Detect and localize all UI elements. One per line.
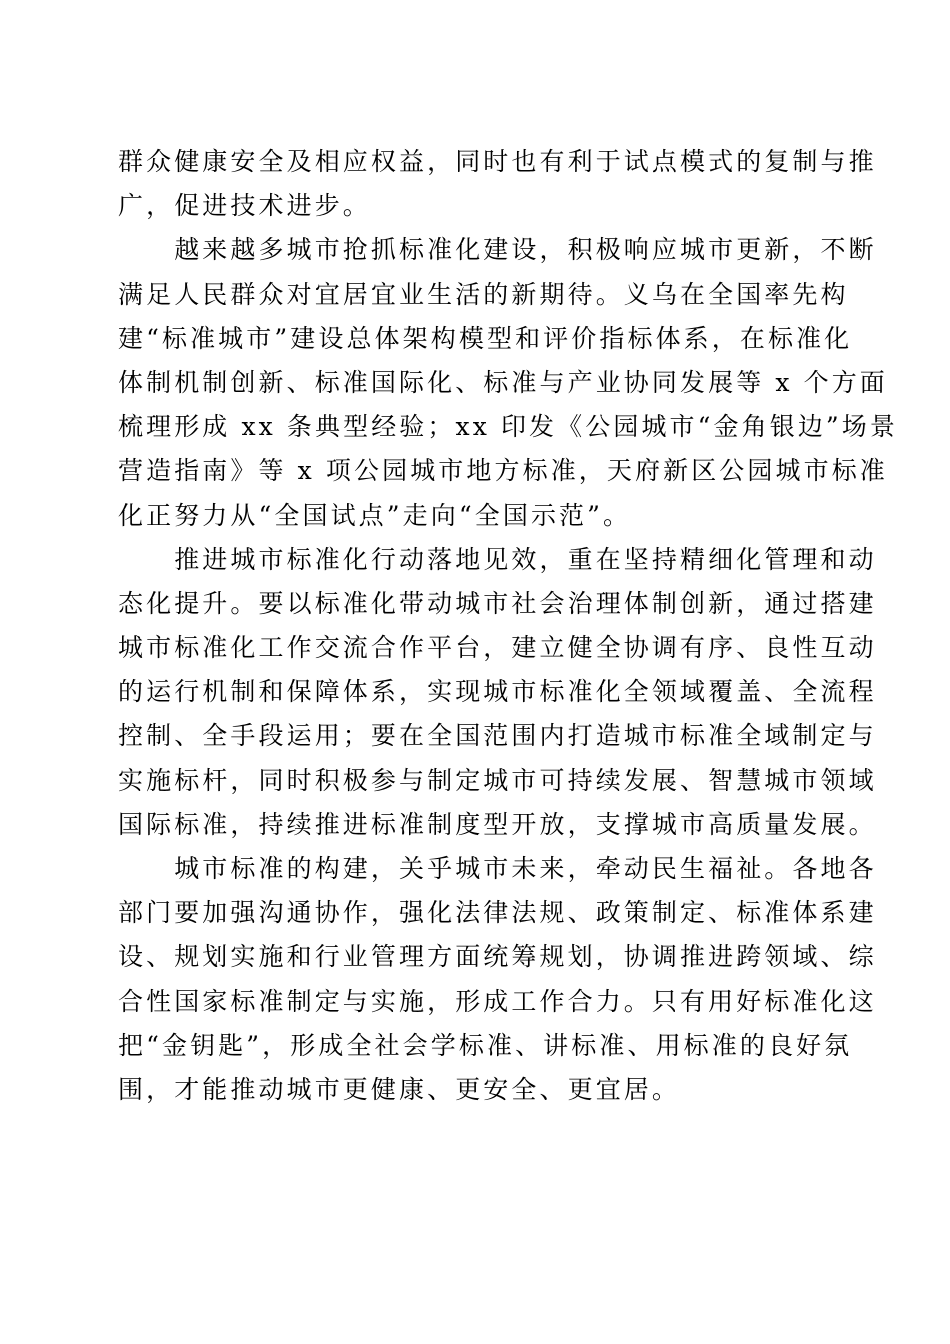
text-line: 态化提升。要以标准化带动城市社会治理体制创新，通过搭建 [118,588,877,618]
text-line: 推进城市标准化行动落地见效，重在坚持精细化管理和动 [118,544,877,574]
text-line: 合性国家标准制定与实施，形成工作合力。只有用好标准化这 [118,986,877,1016]
text-line: 城市标准化工作交流合作平台，建立健全协调有序、良性互动 [118,633,877,663]
text-line: 把“金钥匙”，形成全社会学标准、讲标准、用标准的良好氛 [118,1030,853,1060]
text-line: 群众健康安全及相应权益，同时也有利于试点模式的复制与推 [118,147,877,176]
text-line: 建“标准城市”建设总体架构模型和评价指标体系，在标准化 [118,323,853,353]
text-line: 城市标准的构建，关乎城市未来，牵动民生福祉。各地各 [118,854,877,883]
document-page [118,140,899,1112]
paragraph-1 [118,140,877,228]
text-line: 广，促进技术进步。 [118,191,371,221]
text-line: 的运行机制和保障体系，实现城市标准化全领域覆盖、全流程 [118,677,877,707]
text-line: 部门要加强沟通协作，强化法律法规、政策制定、标准体系建 [118,898,877,928]
text-line: 化正努力从“全国试点”走向“全国示范”。 [118,500,632,530]
text-line: 体制机制创新、标准国际化、标准与产业协同发展等 x 个方面 [118,367,888,397]
paragraph-3 [118,538,877,847]
text-line: 围，才能推动城市更健康、更安全、更宜居。 [118,1074,681,1104]
text-line: 梳理形成 xx 条典型经验；xx 印发《公园城市“金角银边”场景 [118,412,899,442]
text-line: 营造指南》等 x 项公园城市地方标准，天府新区公园城市标准 [118,456,888,486]
text-line: 国际标准，持续推进标准制度型开放，支撑城市高质量发展。 [118,809,877,839]
paragraph-2 [118,228,899,537]
text-line: 实施标杆，同时积极参与制定城市可持续发展、智慧城市领域 [118,765,877,795]
paragraph-4 [118,847,877,1112]
text-line: 越来越多城市抢抓标准化建设，积极响应城市更新，不断 [118,235,877,265]
text-line: 满足人民群众对宜居宜业生活的新期待。义乌在全国率先构 [118,279,849,309]
text-line: 控制、全手段运用；要在全国范围内打造城市标准全域制定与 [118,721,877,751]
text-line: 设、规划实施和行业管理方面统筹规划，协调推进跨领域、综 [118,942,877,972]
